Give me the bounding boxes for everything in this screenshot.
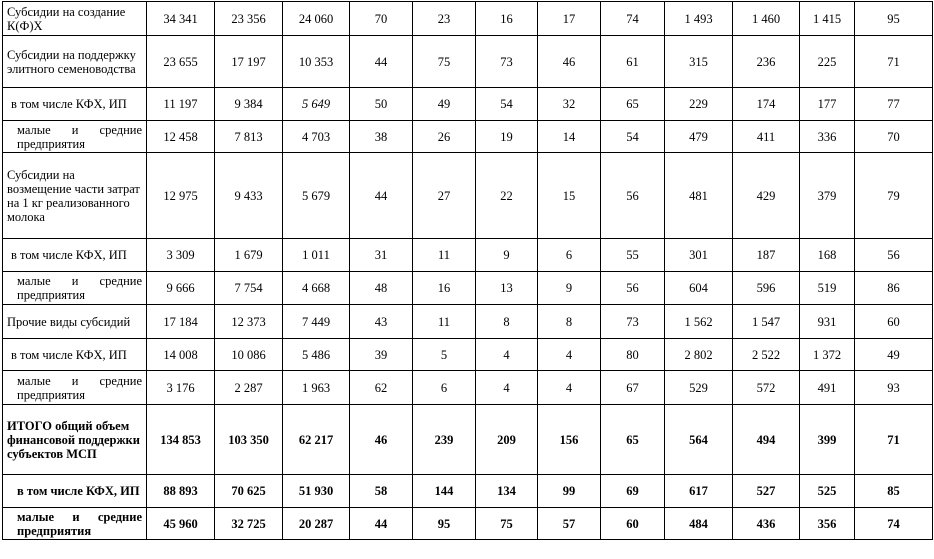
table-cell: 10 086 (215, 339, 283, 371)
table-cell: 70 (350, 2, 413, 36)
table-cell: 209 (476, 405, 538, 475)
table-row (3, 272, 933, 305)
table-cell: 5 679 (283, 153, 350, 239)
row-label: Прочие виды субсидий (3, 305, 147, 339)
table-cell: 31 (350, 239, 413, 272)
table-cell: 156 (538, 405, 601, 475)
table-cell: 14 (538, 121, 601, 153)
table-cell: 44 (350, 36, 413, 88)
table-cell: 187 (733, 239, 800, 272)
table-cell: 23 (413, 2, 476, 36)
row-label: в том числе КФХ, ИП (3, 239, 147, 272)
table-cell: 15 (538, 153, 601, 239)
table-cell: 12 373 (215, 305, 283, 339)
table-cell: 236 (733, 36, 800, 88)
table-cell: 1 011 (283, 239, 350, 272)
table-cell: 7 813 (215, 121, 283, 153)
row-label: малые и средние предприятия (3, 371, 147, 405)
table-cell: 4 (476, 339, 538, 371)
table-cell: 14 008 (147, 339, 215, 371)
table-cell: 58 (350, 475, 413, 508)
table-cell: 79 (855, 153, 933, 239)
table-cell: 55 (601, 239, 665, 272)
table-cell: 225 (800, 36, 855, 88)
table-cell: 1 562 (665, 305, 733, 339)
table-cell: 4 668 (283, 272, 350, 305)
table-cell: 1 963 (283, 371, 350, 405)
table-cell: 44 (350, 153, 413, 239)
table-cell: 301 (665, 239, 733, 272)
table-cell: 494 (733, 405, 800, 475)
row-label: Субсидии на возмещение части затрат на 1 кг реализованного молока (3, 153, 147, 239)
table-cell: 168 (800, 239, 855, 272)
table-cell: 54 (476, 88, 538, 121)
table-cell: 527 (733, 475, 800, 508)
table-cell: 12 458 (147, 121, 215, 153)
table-cell: 379 (800, 153, 855, 239)
table-cell: 2 287 (215, 371, 283, 405)
table-cell: 7 754 (215, 272, 283, 305)
table-cell: 2 802 (665, 339, 733, 371)
table-cell: 23 356 (215, 2, 283, 36)
table-cell: 77 (855, 88, 933, 121)
table-cell: 54 (601, 121, 665, 153)
table-cell: 10 353 (283, 36, 350, 88)
table-cell: 56 (601, 272, 665, 305)
table-cell: 596 (733, 272, 800, 305)
table-cell: 34 341 (147, 2, 215, 36)
table-cell: 17 197 (215, 36, 283, 88)
table-cell: 3 309 (147, 239, 215, 272)
table-cell: 93 (855, 371, 933, 405)
table-cell: 43 (350, 305, 413, 339)
table-cell: 74 (855, 508, 933, 540)
table-cell: 9 433 (215, 153, 283, 239)
table-cell: 564 (665, 405, 733, 475)
table-cell: 1 679 (215, 239, 283, 272)
table-cell: 9 384 (215, 88, 283, 121)
table-cell: 5 649 (283, 88, 350, 121)
table-cell: 44 (350, 508, 413, 540)
table-row (3, 305, 933, 339)
row-label: Субсидии на создание К(Ф)Х (3, 2, 147, 36)
row-label: Субсидии на поддержку элитного семеноводства (3, 36, 147, 88)
table-cell: 56 (601, 153, 665, 239)
table-cell: 481 (665, 153, 733, 239)
table-row (3, 371, 933, 405)
table-cell: 65 (601, 405, 665, 475)
table-cell: 71 (855, 405, 933, 475)
table-row (3, 36, 933, 88)
row-label: ИТОГО общий объем финансовой поддержки субъектов МСП (3, 405, 147, 475)
table-row (3, 88, 933, 121)
table-cell: 1 372 (800, 339, 855, 371)
table-cell: 491 (800, 371, 855, 405)
table-cell: 12 975 (147, 153, 215, 239)
table-row (3, 2, 933, 36)
table-cell: 73 (601, 305, 665, 339)
table-cell: 19 (476, 121, 538, 153)
table-cell: 134 853 (147, 405, 215, 475)
row-label: в том числе КФХ, ИП (3, 475, 147, 508)
table-cell: 5 (413, 339, 476, 371)
table-cell: 51 930 (283, 475, 350, 508)
table-cell: 49 (855, 339, 933, 371)
table-cell: 144 (413, 475, 476, 508)
table-cell: 103 350 (215, 405, 283, 475)
table-cell: 17 184 (147, 305, 215, 339)
table-cell: 48 (350, 272, 413, 305)
row-label: в том числе КФХ, ИП (3, 88, 147, 121)
table-cell: 177 (800, 88, 855, 121)
table-cell: 23 655 (147, 36, 215, 88)
table-cell: 525 (800, 475, 855, 508)
table-cell: 8 (538, 305, 601, 339)
table-cell: 7 449 (283, 305, 350, 339)
table-cell: 229 (665, 88, 733, 121)
table-cell: 519 (800, 272, 855, 305)
table-cell: 315 (665, 36, 733, 88)
table-cell: 50 (350, 88, 413, 121)
table-cell: 95 (413, 508, 476, 540)
table-cell: 529 (665, 371, 733, 405)
table-cell: 20 287 (283, 508, 350, 540)
table-row (3, 121, 933, 153)
table-cell: 95 (855, 2, 933, 36)
table-cell: 39 (350, 339, 413, 371)
table-cell: 32 725 (215, 508, 283, 540)
table-cell: 73 (476, 36, 538, 88)
table-cell: 69 (601, 475, 665, 508)
table-cell: 134 (476, 475, 538, 508)
table-cell: 11 (413, 239, 476, 272)
table-cell: 411 (733, 121, 800, 153)
table-cell: 4 703 (283, 121, 350, 153)
table-cell: 4 (538, 339, 601, 371)
table-cell: 11 197 (147, 88, 215, 121)
table-cell: 6 (413, 371, 476, 405)
table-cell: 484 (665, 508, 733, 540)
table-cell: 17 (538, 2, 601, 36)
table-cell: 2 522 (733, 339, 800, 371)
table-cell: 22 (476, 153, 538, 239)
table-cell: 16 (413, 272, 476, 305)
table-cell: 4 (538, 371, 601, 405)
table-row (3, 339, 933, 371)
table-cell: 60 (601, 508, 665, 540)
table-body (3, 2, 933, 540)
row-label: малые и средние предприятия (3, 272, 147, 305)
row-label: малые и средние предприятия (3, 508, 147, 540)
table-row (3, 153, 933, 239)
table-row (3, 508, 933, 540)
table-cell: 9 666 (147, 272, 215, 305)
table-cell: 67 (601, 371, 665, 405)
table-cell: 71 (855, 36, 933, 88)
table-cell: 46 (350, 405, 413, 475)
table-cell: 429 (733, 153, 800, 239)
table-cell: 1 415 (800, 2, 855, 36)
table-row (3, 405, 933, 475)
table-cell: 336 (800, 121, 855, 153)
table-cell: 74 (601, 2, 665, 36)
row-label: в том числе КФХ, ИП (3, 339, 147, 371)
table-cell: 99 (538, 475, 601, 508)
table-cell: 9 (538, 272, 601, 305)
table-cell: 9 (476, 239, 538, 272)
table-cell: 931 (800, 305, 855, 339)
table-cell: 75 (413, 36, 476, 88)
table-cell: 479 (665, 121, 733, 153)
table-cell: 88 893 (147, 475, 215, 508)
table-cell: 38 (350, 121, 413, 153)
table-cell: 70 625 (215, 475, 283, 508)
table-cell: 1 460 (733, 2, 800, 36)
table-cell: 399 (800, 405, 855, 475)
table-cell: 8 (476, 305, 538, 339)
table-cell: 60 (855, 305, 933, 339)
table-cell: 239 (413, 405, 476, 475)
table-cell: 46 (538, 36, 601, 88)
table-cell: 32 (538, 88, 601, 121)
table-cell: 49 (413, 88, 476, 121)
table-row (3, 475, 933, 508)
table-cell: 6 (538, 239, 601, 272)
table-cell: 61 (601, 36, 665, 88)
table-cell: 436 (733, 508, 800, 540)
table-cell: 11 (413, 305, 476, 339)
table-cell: 26 (413, 121, 476, 153)
table-cell: 13 (476, 272, 538, 305)
table-cell: 24 060 (283, 2, 350, 36)
table-cell: 1 493 (665, 2, 733, 36)
table-cell: 16 (476, 2, 538, 36)
table-cell: 3 176 (147, 371, 215, 405)
table-cell: 65 (601, 88, 665, 121)
table-cell: 62 (350, 371, 413, 405)
table-row (3, 239, 933, 272)
subsidy-table (2, 1, 933, 540)
table-cell: 85 (855, 475, 933, 508)
table-cell: 572 (733, 371, 800, 405)
table-cell: 617 (665, 475, 733, 508)
table-cell: 356 (800, 508, 855, 540)
table-cell: 5 486 (283, 339, 350, 371)
table-cell: 174 (733, 88, 800, 121)
table-cell: 1 547 (733, 305, 800, 339)
table-cell: 27 (413, 153, 476, 239)
table-cell: 75 (476, 508, 538, 540)
table-cell: 62 217 (283, 405, 350, 475)
table-cell: 57 (538, 508, 601, 540)
table-cell: 86 (855, 272, 933, 305)
table-cell: 45 960 (147, 508, 215, 540)
table-cell: 70 (855, 121, 933, 153)
table-cell: 80 (601, 339, 665, 371)
table-cell: 56 (855, 239, 933, 272)
table-cell: 4 (476, 371, 538, 405)
row-label: малые и средние предприятия (3, 121, 147, 153)
table-cell: 604 (665, 272, 733, 305)
